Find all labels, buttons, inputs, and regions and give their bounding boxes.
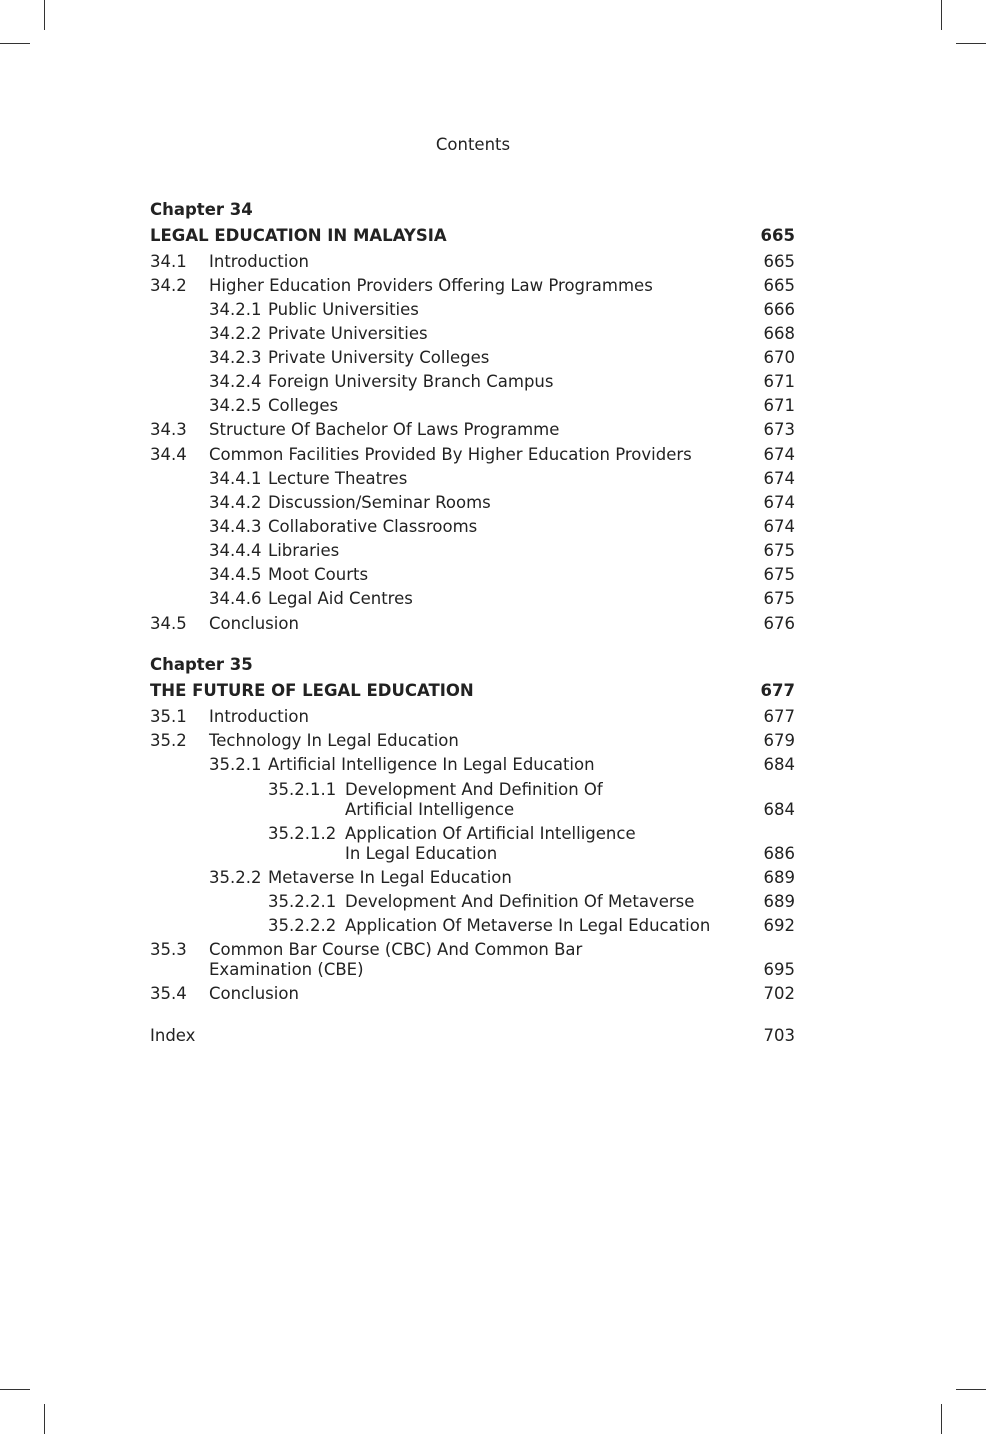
- section-title: Private Universities: [268, 324, 428, 343]
- page-number: 684: [763, 755, 795, 774]
- section-number: 35.2.1.2: [268, 824, 337, 843]
- page-number: 665: [763, 276, 795, 295]
- toc-entry[interactable]: [150, 492, 795, 514]
- section-title: Conclusion: [209, 614, 299, 633]
- section-title: Discussion/Seminar Rooms: [268, 493, 491, 512]
- page-number: 676: [763, 614, 795, 633]
- page-number: 670: [763, 348, 795, 367]
- section-title: Metaverse In Legal Education: [268, 868, 512, 887]
- toc-entry[interactable]: [150, 516, 795, 538]
- section-title: Development And Definition Of Metaverse: [345, 892, 695, 911]
- page-number: 668: [763, 324, 795, 343]
- toc-entry[interactable]: [150, 275, 795, 297]
- section-title: Legal Aid Centres: [268, 589, 413, 608]
- section-title: Lecture Theatres: [268, 469, 408, 488]
- section-number: 34.1: [150, 252, 187, 271]
- section-number: 34.2.2: [209, 324, 262, 343]
- section-title: Collaborative Classrooms: [268, 517, 478, 536]
- page-number: 684: [763, 800, 795, 819]
- page-number: 674: [763, 493, 795, 512]
- crop-mark-bottom-right-vertical: [941, 1404, 942, 1434]
- page-number: 675: [763, 541, 795, 560]
- crop-mark-top-left-horizontal: [0, 43, 30, 44]
- page-number: 673: [763, 420, 795, 439]
- section-title: Application Of Metaverse In Legal Education: [345, 916, 711, 935]
- section-title: Private University Colleges: [268, 348, 490, 367]
- chapter-label: [150, 199, 795, 221]
- page-number: 677: [763, 707, 795, 726]
- page-number: 665: [760, 226, 795, 245]
- toc-entry[interactable]: [150, 613, 795, 635]
- toc-entry[interactable]: [150, 468, 795, 490]
- crop-mark-bottom-left-horizontal: [0, 1389, 30, 1390]
- section-number: 34.2.5: [209, 396, 262, 415]
- toc-entry[interactable]: [150, 371, 795, 393]
- section-number: 34.4: [150, 445, 187, 464]
- toc-entry[interactable]: [150, 395, 795, 417]
- section-number: 35.2: [150, 731, 187, 750]
- chapter-35-label: Chapter 35: [150, 655, 253, 674]
- section-title: Introduction: [209, 252, 309, 271]
- page-number: 686: [763, 844, 795, 863]
- page-number: 702: [763, 984, 795, 1003]
- section-title-continued: Examination (CBE): [209, 960, 364, 979]
- toc-entry[interactable]: [150, 891, 795, 913]
- toc-entry[interactable]: [150, 419, 795, 441]
- section-number: 35.2.2.1: [268, 892, 337, 911]
- section-number: 34.4.3: [209, 517, 262, 536]
- page-number: 679: [763, 731, 795, 750]
- page-number: 671: [763, 396, 795, 415]
- page-number: 674: [763, 469, 795, 488]
- section-number: 34.4.6: [209, 589, 262, 608]
- section-number: 34.4.2: [209, 493, 262, 512]
- crop-mark-top-right-vertical: [941, 0, 942, 30]
- page-number: 692: [763, 916, 795, 935]
- chapter-title-row[interactable]: [150, 680, 795, 702]
- section-number: 35.2.1.1: [268, 780, 337, 799]
- running-header: Contents: [435, 135, 511, 154]
- section-number: 34.3: [150, 420, 187, 439]
- toc-entry[interactable]: [150, 706, 795, 728]
- toc-entry[interactable]: [150, 915, 795, 937]
- section-number: 34.4.5: [209, 565, 262, 584]
- chapter-34-label: Chapter 34: [150, 200, 253, 219]
- crop-mark-bottom-right-horizontal: [956, 1389, 986, 1390]
- crop-mark-bottom-left-vertical: [44, 1404, 45, 1434]
- toc-entry[interactable]: [150, 540, 795, 562]
- section-title: Conclusion: [209, 984, 299, 1003]
- chapter-34-title: LEGAL EDUCATION IN MALAYSIA: [150, 226, 447, 245]
- section-number: 35.3: [150, 940, 187, 959]
- section-title: Public Universities: [268, 300, 419, 319]
- section-title: Development And Definition Of: [345, 780, 603, 799]
- toc-entry-line-2[interactable]: [150, 843, 795, 865]
- toc-entry-line-1[interactable]: [150, 939, 795, 961]
- chapter-35-title: THE FUTURE OF LEGAL EDUCATION: [150, 681, 474, 700]
- crop-mark-top-right-horizontal: [956, 43, 986, 44]
- toc-entry[interactable]: [150, 323, 795, 345]
- section-number: 35.1: [150, 707, 187, 726]
- page-number: 674: [763, 445, 795, 464]
- toc-entry[interactable]: [150, 730, 795, 752]
- toc-entry[interactable]: [150, 251, 795, 273]
- toc-entry[interactable]: [150, 867, 795, 889]
- page-number: 674: [763, 517, 795, 536]
- toc-entry-line-1[interactable]: [150, 823, 795, 845]
- section-number: 35.2.1: [209, 755, 262, 774]
- section-number: 34.2.3: [209, 348, 262, 367]
- page-number: 665: [763, 252, 795, 271]
- page-number: 675: [763, 589, 795, 608]
- toc-entry[interactable]: [150, 564, 795, 586]
- section-title: Artificial Intelligence In Legal Education: [268, 755, 595, 774]
- section-title: Higher Education Providers Offering Law Programmes: [209, 276, 653, 295]
- page-number: 689: [763, 892, 795, 911]
- section-title: Libraries: [268, 541, 340, 560]
- section-title: Introduction: [209, 707, 309, 726]
- page-number: 695: [763, 960, 795, 979]
- toc-entry-line-1[interactable]: [150, 779, 795, 801]
- section-number: 34.4.4: [209, 541, 262, 560]
- page-number: 703: [763, 1026, 795, 1045]
- toc-entry-index[interactable]: [150, 1025, 795, 1047]
- chapter-label: [150, 654, 795, 676]
- section-title-continued: In Legal Education: [345, 844, 498, 863]
- section-number: 34.2.1: [209, 300, 262, 319]
- section-title: Foreign University Branch Campus: [268, 372, 554, 391]
- section-title: Common Facilities Provided By Higher Education Providers: [209, 445, 692, 464]
- toc-entry[interactable]: [150, 754, 795, 776]
- toc-entry-line-2[interactable]: [150, 799, 795, 821]
- page-number: 671: [763, 372, 795, 391]
- chapter-title-row[interactable]: [150, 225, 795, 247]
- section-number: 34.2.4: [209, 372, 262, 391]
- page-number: 675: [763, 565, 795, 584]
- toc-entry-line-2[interactable]: [150, 959, 795, 981]
- toc-entry[interactable]: [150, 588, 795, 610]
- crop-mark-top-left-vertical: [44, 0, 45, 30]
- section-number: 35.2.2: [209, 868, 262, 887]
- section-title: Application Of Artificial Intelligence: [345, 824, 636, 843]
- section-title: Structure Of Bachelor Of Laws Programme: [209, 420, 560, 439]
- section-title: Technology In Legal Education: [209, 731, 459, 750]
- toc-entry[interactable]: [150, 983, 795, 1005]
- section-title: Common Bar Course (CBC) And Common Bar: [209, 940, 583, 959]
- section-number: 35.4: [150, 984, 187, 1003]
- section-number: 35.2.2.2: [268, 916, 337, 935]
- section-number: 34.5: [150, 614, 187, 633]
- page-number: 677: [760, 681, 795, 700]
- section-title: Moot Courts: [268, 565, 369, 584]
- toc-entry[interactable]: [150, 347, 795, 369]
- page-number: 666: [763, 300, 795, 319]
- section-number: 34.4.1: [209, 469, 262, 488]
- section-number: 34.2: [150, 276, 187, 295]
- toc-entry[interactable]: [150, 444, 795, 466]
- toc-entry[interactable]: [150, 299, 795, 321]
- section-title: Colleges: [268, 396, 339, 415]
- page-number: 689: [763, 868, 795, 887]
- index-label: Index: [150, 1026, 196, 1045]
- section-title-continued: Artificial Intelligence: [345, 800, 515, 819]
